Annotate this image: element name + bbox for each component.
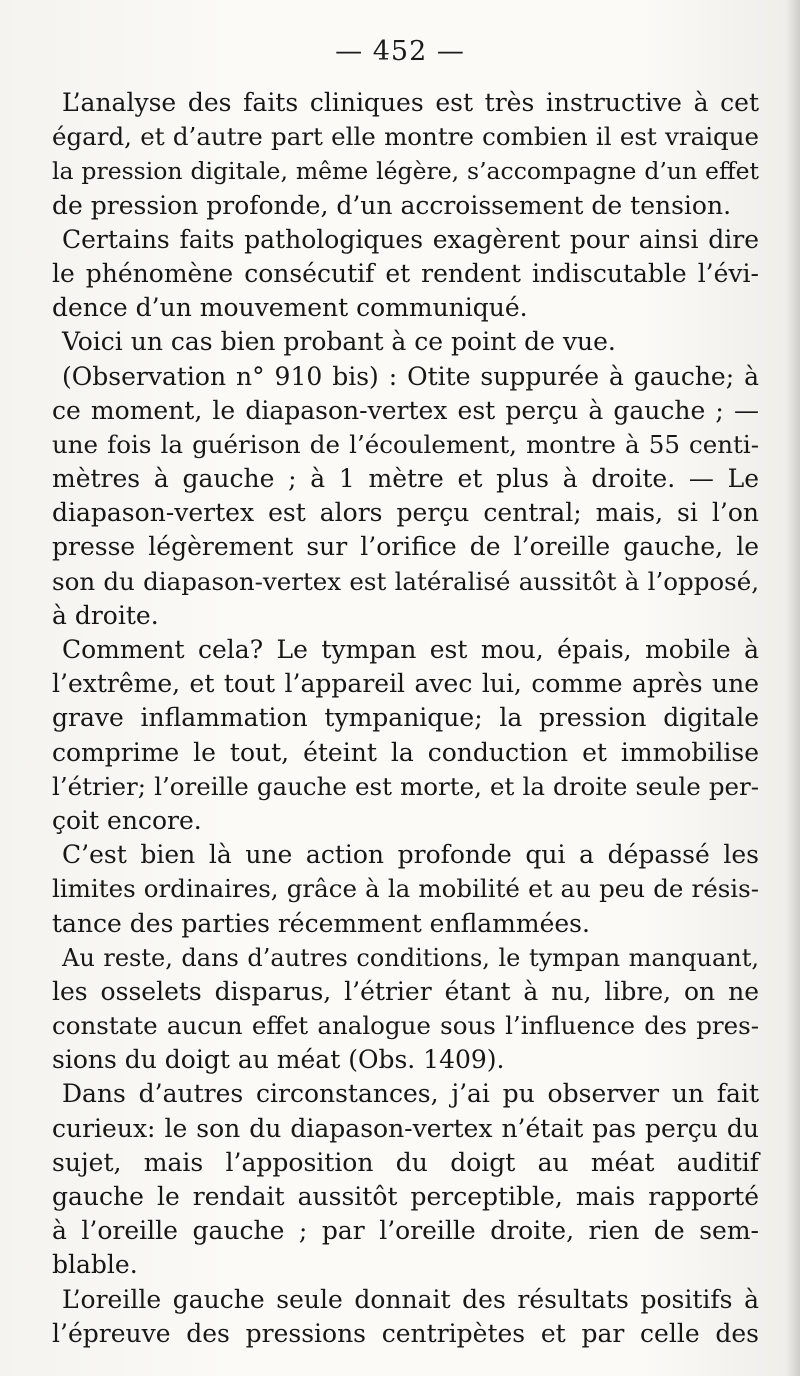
text-line: le phénomène consécutif et rendent indiscutable l’évi- bbox=[52, 258, 759, 288]
text-line: à droite. bbox=[52, 600, 159, 630]
text-line: Certains faits pathologiques exagèrent pour ainsi dire bbox=[62, 224, 759, 254]
text-line: C’est bien là une action profonde qui a dépassé les bbox=[62, 840, 759, 870]
text-line: la pression digitale, même légère, s’accompagne d’un effet bbox=[52, 157, 759, 186]
text-line: sujet, mais l’apposition du doigt au méat auditif bbox=[52, 1147, 759, 1177]
text-line: Comment cela? Le tympan est mou, épais, mobile à bbox=[62, 635, 759, 664]
text-line: à l’oreille gauche ; par l’oreille droite, rien de sem- bbox=[52, 1216, 759, 1246]
page-number: — 452 — bbox=[335, 36, 465, 67]
text-line: constate aucun effet analogue sous l’influence des pres- bbox=[52, 1011, 759, 1041]
text-line: les osselets disparus, l’étrier étant à nu, libre, on ne bbox=[52, 976, 759, 1006]
page-edge-shadow bbox=[786, 0, 800, 1376]
text-line: limites ordinaires, grâce à la mobilité et au peu de résis- bbox=[52, 874, 759, 904]
text-line: l’extrême, et tout l’appareil avec lui, comme après une bbox=[52, 669, 759, 699]
text-line: son du diapason-vertex est latéralisé aussitôt à l’opposé, bbox=[52, 566, 759, 596]
text-line: sions du doigt au méat (Obs. 1409). bbox=[52, 1045, 505, 1075]
text-line: presse légèrement sur l’orifice de l’oreille gauche, le bbox=[52, 532, 759, 562]
text-line: gauche le rendait aussitôt perceptible, mais rapporté bbox=[52, 1182, 759, 1211]
text-line: Dans d’autres circonstances, j’ai pu observer un fait bbox=[62, 1079, 759, 1109]
text-line: de pression profonde, d’un accroissement de tension. bbox=[52, 190, 732, 220]
text-line: mètres à gauche ; à 1 mètre et plus à droite. — Le bbox=[52, 464, 759, 494]
text-line: dence d’un mouvement communiqué. bbox=[52, 293, 528, 323]
text-line: (Observation n° 910 bis) : Otite suppurée à gauche; à bbox=[62, 361, 759, 391]
text-line: Voici un cas bien probant à ce point de vue. bbox=[62, 327, 616, 357]
text-line: tance des parties récemment enflammées. bbox=[52, 908, 590, 938]
text-line: une fois la guérison de l’écoulement, montre à 55 centi- bbox=[52, 429, 759, 459]
text-line: diapason-vertex est alors perçu central; mais, si l’on bbox=[52, 498, 759, 528]
text-line: blable. bbox=[52, 1250, 138, 1280]
text-line: comprime le tout, éteint la conduction et immobilise bbox=[52, 737, 759, 767]
text-line: Au reste, dans d’autres conditions, le tympan manquant, bbox=[62, 943, 759, 972]
text-line: L’analyse des faits cliniques est très instructive à cet bbox=[62, 88, 759, 117]
text-line: égard, et d’autre part elle montre combien il est vraique bbox=[52, 122, 759, 152]
text-line: l’épreuve des pressions centripètes et par celle des bbox=[52, 1318, 759, 1348]
text-line: çoit encore. bbox=[52, 805, 202, 835]
text-line: curieux: le son du diapason-vertex n’était pas perçu du bbox=[52, 1113, 759, 1143]
text-line: l’étrier; l’oreille gauche est morte, et la droite seule per- bbox=[52, 771, 759, 801]
text-line: ce moment, le diapason-vertex est perçu à gauche ; — bbox=[52, 395, 759, 425]
text-line: grave inflammation tympanique; la pression digitale bbox=[52, 703, 759, 733]
text-line: L’oreille gauche seule donnait des résultats positifs à bbox=[62, 1284, 759, 1314]
body-text bbox=[52, 86, 759, 1351]
